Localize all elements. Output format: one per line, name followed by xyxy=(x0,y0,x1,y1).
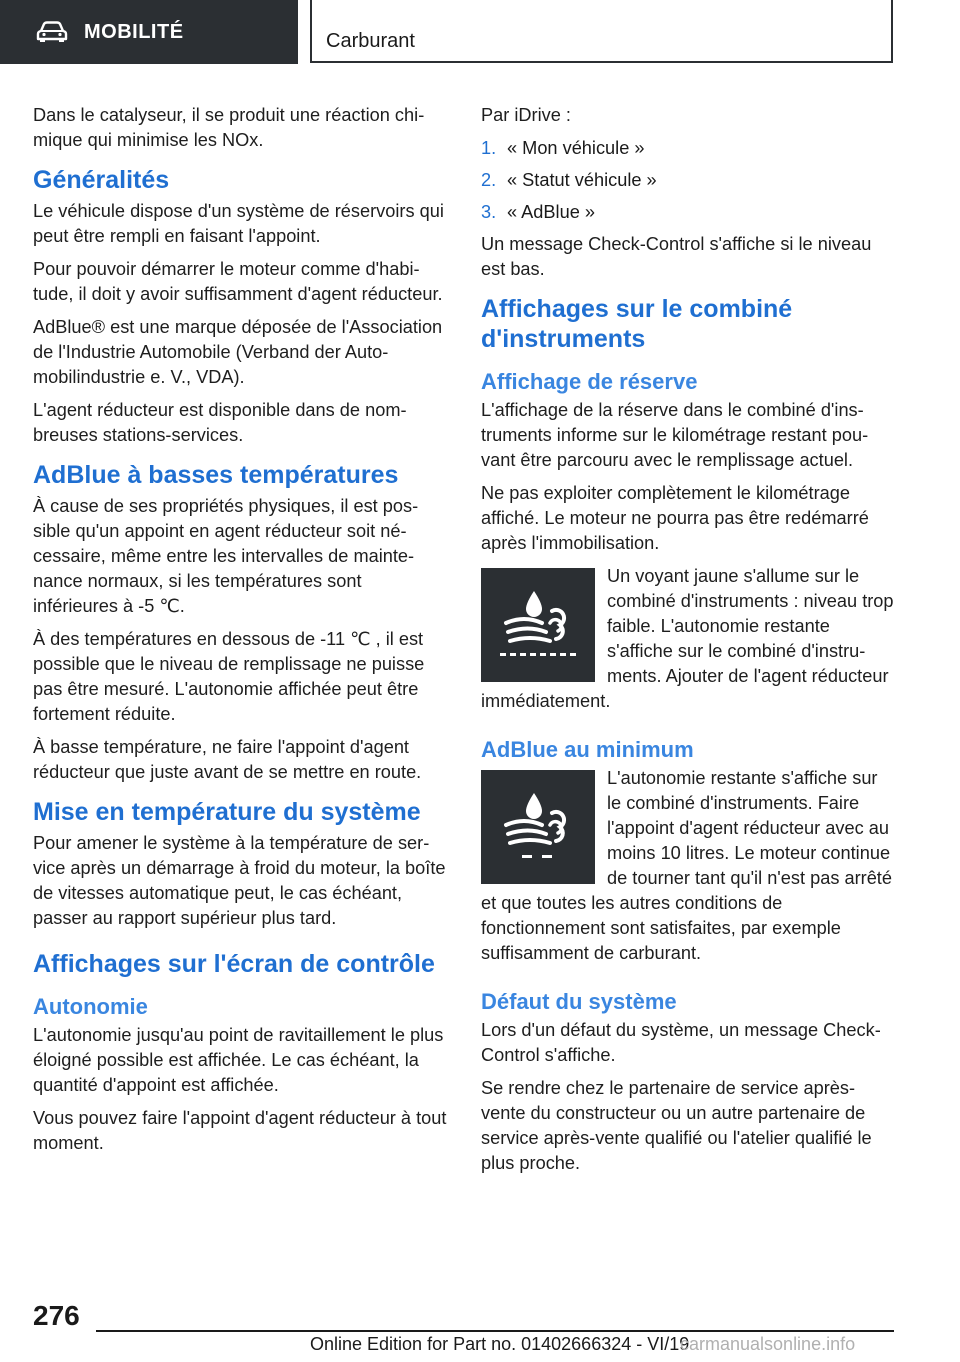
adblue-reserve-icon xyxy=(481,568,595,682)
paragraph: À cause de ses propriétés physiques, il est possible qu'un appoint en agent réducteur soit nécessaire, même entre les intervalles de maintenance normaux, si les températures sont inférieures à -5 ℃. xyxy=(33,496,419,616)
step-text: « AdBlue » xyxy=(507,202,595,222)
paragraph: Vous pouvez faire l'appoint d'agent réducteur à tout moment. xyxy=(33,1108,447,1153)
paragraph: L'agent réducteur est disponible dans de nombreuses stations-services. xyxy=(33,400,407,445)
adblue-drop-icon xyxy=(494,787,582,867)
step-number: 2. xyxy=(481,170,497,190)
heading-adblue-minimum: AdBlue au minimum xyxy=(481,737,694,762)
car-icon xyxy=(36,21,68,43)
heading-affichages-combine: Affichages sur le combiné d'instruments xyxy=(481,295,793,353)
heading-basses-temperatures: AdBlue à basses températures xyxy=(33,461,399,489)
paragraph: L'autonomie jusqu'au point de ravitaillement le plus éloigné possible est affichée. Le cas échéant, la quantité d'appoint est affichée. xyxy=(33,1025,444,1095)
paragraph: À des températures en dessous de -11 ℃ , il est possible que le niveau de remplissage ne puisse pas être mesuré. L'autonomie affichée peut être fortement réduite. xyxy=(33,629,425,724)
adblue-minimum-icon xyxy=(481,770,595,884)
chapter-title: Carburant xyxy=(326,30,415,52)
paragraph: Pour amener le système à la température de service après un démarrage à froid du moteur, la boîte de vitesses automatique peut, le cas échéant, passer au rapport supérieur plus tard. xyxy=(33,833,446,928)
paragraph: Se rendre chez le partenaire de service après-vente du constructeur ou un autre partenaire de service après-vente qualifié ou l'atelier qualifié le plus proche. xyxy=(481,1078,872,1173)
paragraph: L'affichage de la réserve dans le combiné d'instruments informe sur le kilométrage restant pouvant être parcouru avec le remplissage actuel. xyxy=(481,400,869,470)
list-item xyxy=(481,168,895,193)
watermark: carmanualsonline.info xyxy=(680,1334,856,1354)
idrive-intro: Par iDrive : xyxy=(481,105,571,125)
paragraph: Ne pas exploiter complètement le kilométrage affiché. Le moteur ne pourra pas être redémarré après l'immobilisation. xyxy=(481,483,869,553)
intro-paragraph: Dans le catalyseur, il se produit une réaction chimique qui minimise les NOx. xyxy=(33,105,425,150)
step-text: « Mon véhicule » xyxy=(507,138,645,158)
paragraph: Pour pouvoir démarrer le moteur comme d'habitude, il doit y avoir suffisamment d'agent réducteur. xyxy=(33,259,443,304)
paragraph: Lors d'un défaut du système, un message Check-Control s'affiche. xyxy=(481,1020,881,1065)
footer-rule xyxy=(96,1330,894,1332)
step-number: 3. xyxy=(481,202,497,222)
paragraph: Un message Check-Control s'affiche si le niveau est bas. xyxy=(481,234,872,279)
step-number: 1. xyxy=(481,138,497,158)
list-item xyxy=(481,136,895,161)
paragraph: À basse température, ne faire l'appoint d'agent réducteur que juste avant de se mettre en route. xyxy=(33,737,422,782)
adblue-drop-icon xyxy=(494,585,582,665)
paragraph: Le véhicule dispose d'un système de réservoirs qui peut être rempli en faisant l'appoint. xyxy=(33,201,444,246)
step-text: « Statut véhicule » xyxy=(507,170,657,190)
list-item xyxy=(481,200,895,225)
chapter-header xyxy=(310,0,893,63)
heading-generalites: Généralités xyxy=(33,166,170,194)
header-section-tab xyxy=(0,0,298,64)
left-column xyxy=(33,103,447,1164)
right-column xyxy=(481,103,895,1184)
section-title: MOBILITÉ xyxy=(84,20,184,43)
page-number: 276 xyxy=(33,1300,80,1331)
heading-affichage-reserve: Affichage de réserve xyxy=(481,369,698,394)
heading-affichages-ecran: Affichages sur l'écran de contrôle xyxy=(33,950,435,978)
footer-edition: Online Edition for Part no. 01402666324 - VI/19 xyxy=(310,1334,690,1354)
paragraph: Un voyant jaune s'allume sur le combiné d'instruments : niveau trop faible. L'autonomie restante s'affiche sur le combiné d'instruments. Ajouter de l'agent réducteur immédiatement. xyxy=(481,566,894,711)
idrive-steps xyxy=(481,136,895,225)
paragraph: AdBlue® est une marque déposée de l'Association de l'Industrie Automobile (Verband der Automobilindustrie e. V., VDA). xyxy=(33,317,443,387)
heading-defaut-systeme: Défaut du système xyxy=(481,989,677,1014)
heading-mise-en-temperature: Mise en température du système xyxy=(33,798,421,826)
paragraph: L'autonomie restante s'affiche sur le combiné d'instruments. Faire l'appoint d'agent réducteur avec au moins 10 litres. Le moteur continue de tourner tant qu'il n'est pas arrêté et que toutes les autres conditions de fonctionnement sont satisfaites, par exemple suffisamment de carburant. xyxy=(481,768,892,963)
heading-autonomie: Autonomie xyxy=(33,994,148,1019)
